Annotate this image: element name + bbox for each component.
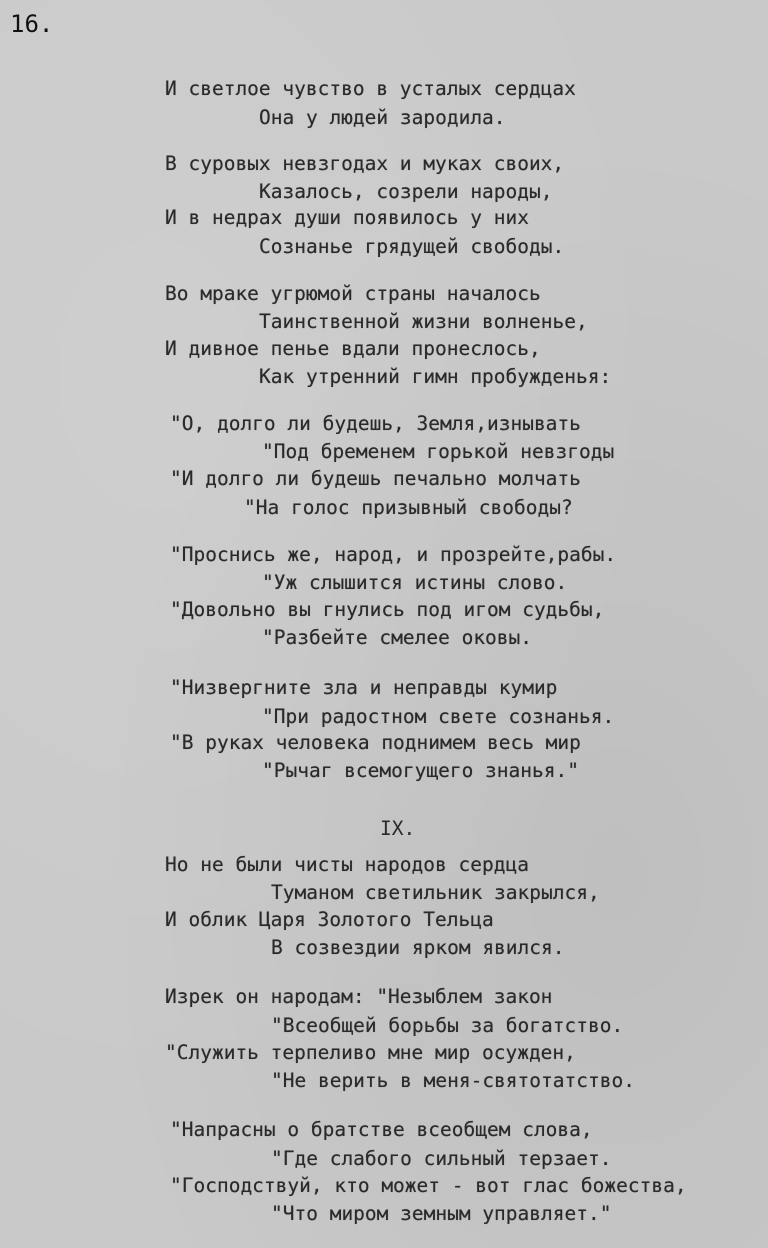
poem-line: "Разбейте смелее оковы. xyxy=(262,626,533,649)
poem-line: "Не верить в меня-святотатство. xyxy=(271,1069,635,1092)
poem-line: "Напрасны о братстве всеобщем слова, xyxy=(170,1118,593,1141)
poem-line: "Служить терпеливо мне мир осужден, xyxy=(165,1041,576,1064)
poem-line: "Уж слышится истины слово. xyxy=(262,571,568,594)
poem-line: И светлое чувство в усталых сердцах xyxy=(165,77,576,100)
poem-line: Изрек он народам: "Незыблем закон xyxy=(165,985,553,1008)
poem-line: "При радостном свете сознанья. xyxy=(262,705,615,728)
poem-line: "В руках человека поднимем весь мир xyxy=(170,731,581,754)
poem-line: "Рычаг всемогущего знанья." xyxy=(262,759,579,782)
poem-line: И в недрах души появилось у них xyxy=(165,206,529,229)
poem-line: В созвездии ярком явился. xyxy=(271,936,565,959)
poem-line: "И долго ли будешь печально молчать xyxy=(170,467,581,490)
poem-line: "Довольно вы гнулись под игом судьбы, xyxy=(170,598,605,621)
poem-line: "Под бременем горькой невзгоды xyxy=(262,440,615,463)
poem-line: Сознанье грядущей свободы. xyxy=(259,235,565,258)
poem-line: "Что миром земным управляет." xyxy=(271,1202,612,1225)
poem-line: "Низвергните зла и неправды кумир xyxy=(170,676,558,699)
poem-line: Казалось, созрели народы, xyxy=(259,180,553,203)
poem-line: Как утренний гимн пробужденья: xyxy=(259,365,612,388)
poem-line: "На голос призывный свободы? xyxy=(244,496,573,519)
poem-line: "О, долго ли будешь, Земля,изнывать xyxy=(170,412,581,435)
poem-line: Туманом светильник закрылся, xyxy=(271,881,600,904)
poem-line: Но не были чисты народов сердца xyxy=(165,853,529,876)
poem-line: И облик Царя Золотого Тельца xyxy=(165,908,494,931)
poem-line: "Господствуй, кто может - вот глас божества, xyxy=(170,1174,687,1197)
poem-line: "Проснись же, народ, и прозрейте,рабы. xyxy=(170,543,617,566)
poem-line: "Где слабого сильный терзает. xyxy=(271,1147,612,1170)
poem-line: В суровых невзгодах и муках своих, xyxy=(165,152,565,175)
poem-line: И дивное пенье вдали пронеслось, xyxy=(165,337,541,360)
poem-line: Таинственной жизни волненье, xyxy=(259,310,588,333)
section-heading: IX. xyxy=(380,817,416,840)
page-number: 16. xyxy=(10,10,54,38)
poem-line: Во мраке угрюмой страны началось xyxy=(165,282,541,305)
poem-line: "Всеобщей борьбы за богатство. xyxy=(271,1014,624,1037)
poem-line: Она у людей зародила. xyxy=(259,106,506,129)
